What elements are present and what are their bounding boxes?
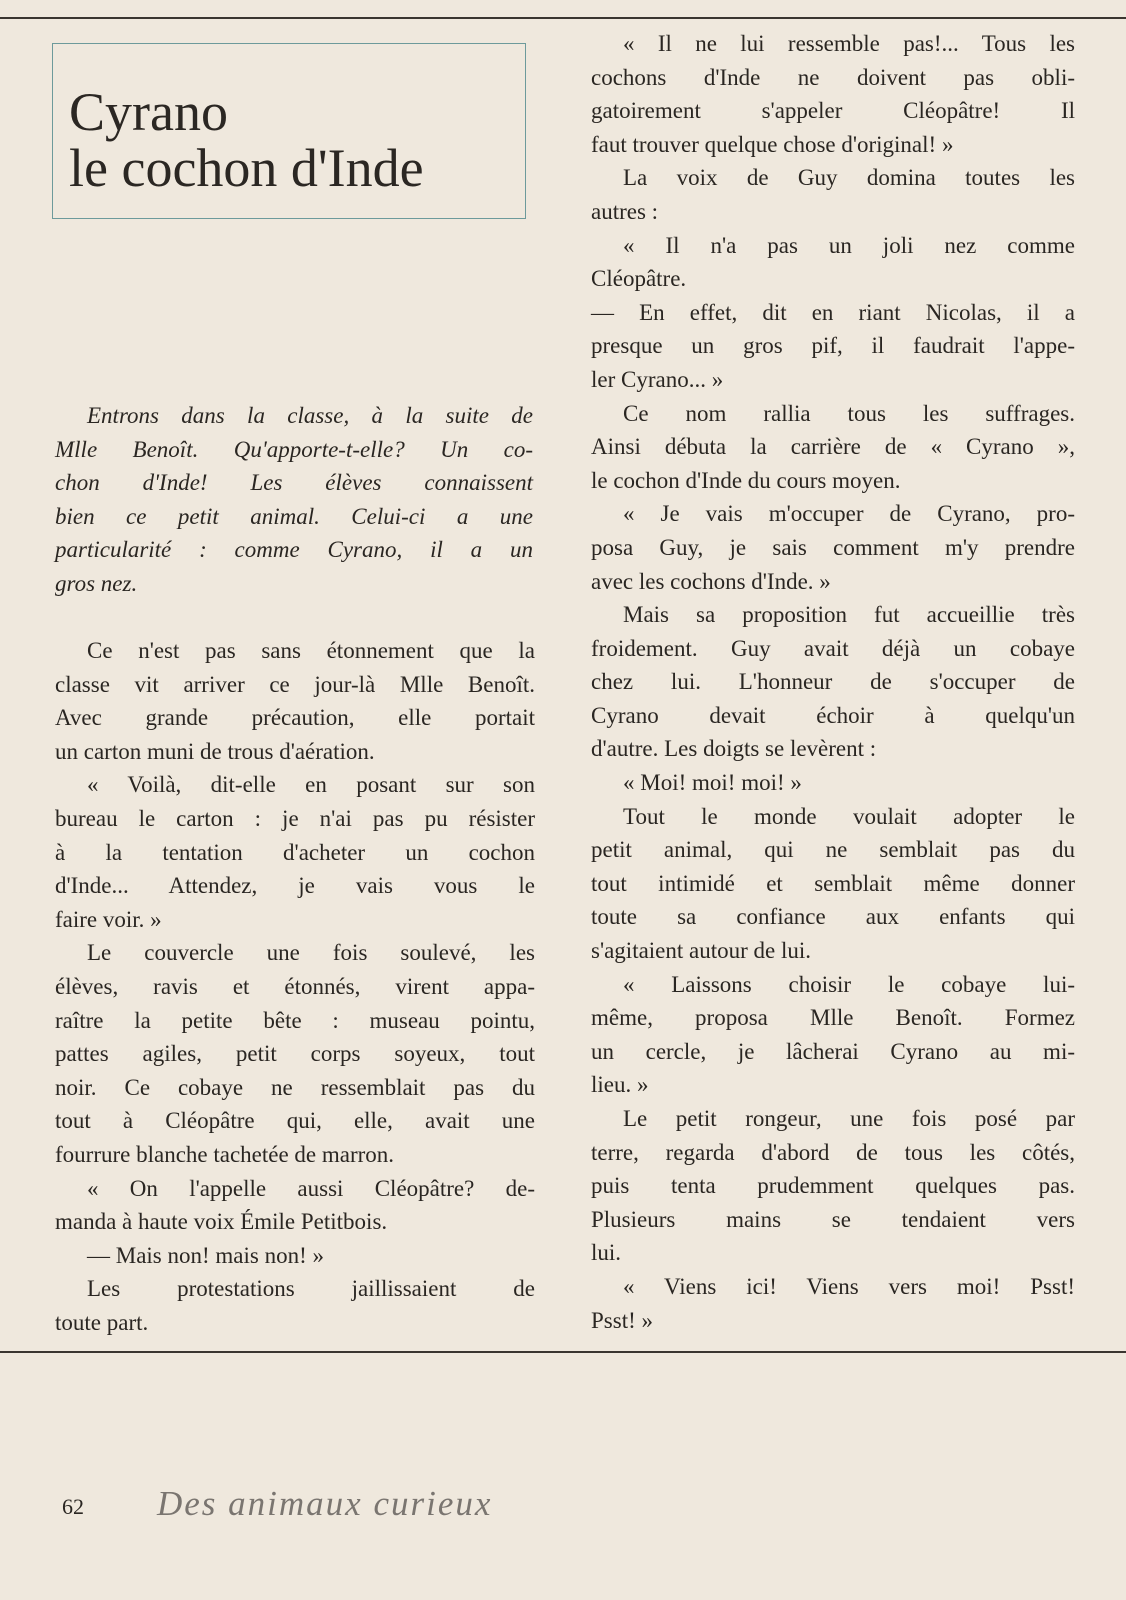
paragraph bbox=[591, 766, 1075, 800]
paragraph bbox=[55, 399, 533, 601]
text-line: s'agitaient autour de lui. bbox=[591, 938, 812, 964]
paragraph bbox=[591, 397, 1075, 498]
text-line: gros nez. bbox=[55, 570, 138, 596]
text-line: Le petit rongeur, une fois posé par bbox=[623, 1106, 1075, 1131]
text-line: même, proposa Mlle Benoît. Formez bbox=[591, 1005, 1075, 1031]
paragraph bbox=[55, 1172, 535, 1239]
text-line: Avec grande précaution, elle portait bbox=[55, 705, 535, 731]
text-line: autres : bbox=[591, 198, 659, 224]
text-line: raître la petite bête : museau pointu, bbox=[55, 1007, 535, 1033]
paragraph bbox=[591, 161, 1075, 228]
top-rule bbox=[0, 17, 1126, 19]
paragraph bbox=[55, 768, 535, 936]
text-line: « Il n'a pas un joli nez comme bbox=[623, 232, 1075, 258]
text-line: La voix de Guy domina toutes les bbox=[623, 165, 1075, 191]
text-line: manda à haute voix Émile Petitbois. bbox=[55, 1209, 388, 1235]
text-line: ler Cyrano... » bbox=[591, 366, 724, 392]
bottom-rule bbox=[0, 1351, 1126, 1353]
text-line: bien ce petit animal. Celui-ci a une bbox=[55, 503, 533, 529]
text-line: toute sa confiance aux enfants qui bbox=[591, 904, 1075, 930]
text-line: élèves, ravis et étonnés, virent appa- bbox=[55, 973, 535, 999]
text-line: un cercle, je lâcherai Cyrano au mi- bbox=[591, 1038, 1075, 1064]
text-line: terre, regarda d'abord de tous les côtés, bbox=[591, 1139, 1075, 1165]
text-line: classe vit arriver ce jour-là Mlle Benoît. bbox=[55, 671, 535, 697]
text-line: — Mais non! mais non! » bbox=[87, 1242, 325, 1268]
page-title-line-2: le cochon d'Inde bbox=[69, 138, 424, 198]
text-line: avec les cochons d'Inde. » bbox=[591, 568, 831, 594]
text-line: d'Inde... Attendez, je vais vous le bbox=[55, 873, 535, 899]
text-line: froidement. Guy avait déjà un cobaye bbox=[591, 635, 1075, 661]
text-line: noir. Ce cobaye ne ressemblait pas du bbox=[55, 1074, 535, 1100]
text-line: — En effet, dit en riant Nicolas, il a bbox=[591, 299, 1075, 325]
text-line: Mlle Benoît. Qu'apporte-t-elle? Un co- bbox=[55, 436, 533, 462]
text-line: « Viens ici! Viens vers moi! Psst! bbox=[623, 1273, 1075, 1299]
text-line: Entrons dans la classe, à la suite de bbox=[87, 403, 533, 428]
text-line: Psst! » bbox=[591, 1307, 653, 1333]
page-number: 62 bbox=[62, 1494, 84, 1519]
text-line: presque un gros pif, il faudrait l'appe- bbox=[591, 333, 1075, 359]
text-line: Ainsi débuta la carrière de « Cyrano », bbox=[591, 434, 1075, 460]
text-line: faut trouver quelque chose d'original! » bbox=[591, 131, 954, 157]
text-line: Cyrano devait échoir à quelqu'un bbox=[591, 702, 1075, 728]
text-line: chez lui. L'honneur de s'occuper de bbox=[591, 669, 1075, 695]
text-line: Ce nom rallia tous les suffrages. bbox=[623, 400, 1075, 426]
paragraph bbox=[591, 1270, 1075, 1337]
paragraph bbox=[591, 968, 1075, 1102]
paragraph bbox=[591, 1102, 1075, 1270]
text-line: faire voir. » bbox=[55, 906, 162, 932]
text-line: fourrure blanche tachetée de marron. bbox=[55, 1141, 395, 1167]
text-line: Les protestations jaillissaient de bbox=[87, 1276, 535, 1302]
text-line: à la tentation d'acheter un cochon bbox=[55, 839, 535, 865]
text-line: Mais sa proposition fut accueillie très bbox=[623, 602, 1075, 628]
text-line: bureau le carton : je n'ai pas pu résister bbox=[55, 805, 535, 831]
text-line: « On l'appelle aussi Cléopâtre? de- bbox=[87, 1175, 535, 1201]
text-line: tout à Cléopâtre qui, elle, avait une bbox=[55, 1108, 535, 1134]
text-line: Ce n'est pas sans étonnement que la bbox=[87, 638, 535, 663]
text-line: d'autre. Les doigts se levèrent : bbox=[591, 736, 877, 762]
text-line: lieu. » bbox=[591, 1072, 649, 1098]
text-line: posa Guy, je sais comment m'y prendre bbox=[591, 534, 1075, 560]
text-line: gatoirement s'appeler Cléopâtre! Il bbox=[591, 98, 1075, 124]
text-line: Le couvercle une fois soulevé, les bbox=[87, 940, 535, 966]
text-line: « Je vais m'occuper de Cyrano, pro- bbox=[623, 501, 1075, 527]
paragraph bbox=[591, 598, 1075, 766]
text-line: « Voilà, dit-elle en posant sur son bbox=[87, 772, 535, 798]
title-box bbox=[52, 43, 526, 219]
intro-paragraph bbox=[55, 399, 533, 601]
paragraph bbox=[55, 1239, 535, 1273]
text-line: Cléopâtre. bbox=[591, 266, 687, 292]
text-line: le cochon d'Inde du cours moyen. bbox=[591, 467, 901, 493]
text-line: Tout le monde voulait adopter le bbox=[623, 803, 1075, 829]
paragraph bbox=[591, 229, 1075, 296]
text-line: petit animal, qui ne semblait pas du bbox=[591, 837, 1075, 863]
text-line: puis tenta prudemment quelques pas. bbox=[591, 1173, 1075, 1199]
paragraph bbox=[591, 800, 1075, 968]
text-line: cochons d'Inde ne doivent pas obli- bbox=[591, 64, 1075, 90]
text-line: lui. bbox=[591, 1240, 622, 1266]
text-line: particularité : comme Cyrano, il a un bbox=[55, 537, 533, 563]
section-title: Des animaux curieux bbox=[157, 1484, 493, 1523]
text-line: Plusieurs mains se tendaient vers bbox=[591, 1206, 1075, 1232]
text-line: chon d'Inde! Les élèves connaissent bbox=[55, 470, 533, 496]
text-line: « Moi! moi! moi! » bbox=[623, 770, 802, 796]
text-line: toute part. bbox=[55, 1309, 149, 1335]
paragraph bbox=[55, 936, 535, 1171]
page-title-line-1: Cyrano bbox=[69, 82, 228, 142]
text-line: « Il ne lui ressemble pas!... Tous les bbox=[623, 31, 1075, 56]
left-column bbox=[55, 634, 535, 1339]
text-line: tout intimidé et semblait même donner bbox=[591, 870, 1075, 896]
paragraph bbox=[55, 634, 535, 768]
text-line: un carton muni de trous d'aération. bbox=[55, 738, 375, 764]
paragraph bbox=[55, 1272, 535, 1339]
right-column bbox=[591, 27, 1075, 1337]
paragraph bbox=[591, 296, 1075, 397]
text-line: « Laissons choisir le cobaye lui- bbox=[623, 971, 1075, 997]
paragraph bbox=[591, 497, 1075, 598]
text-line: pattes agiles, petit corps soyeux, tout bbox=[55, 1041, 535, 1067]
paragraph bbox=[591, 27, 1075, 161]
